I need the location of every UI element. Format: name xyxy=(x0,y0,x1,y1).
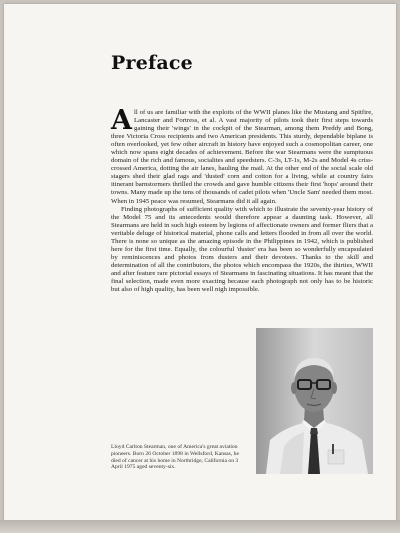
portrait-photo xyxy=(256,328,373,474)
paragraph-1 xyxy=(111,105,373,206)
drop-cap: A xyxy=(111,105,132,136)
page-edge-shadow xyxy=(0,520,400,533)
paragraph-2: Finding photographs of sufficient quality with which to illustrate the seventy-year history of the Model 75 and its antecedents would therefore appear a daunting task. However, all Stearmans are held in such high esteem by legions of affectionate owners and former fliers that a veritable deluge of historical material, phone calls and letters flooded in from all over the world. There is none so unique as the amazing episode in the Philippines in 1942, which is published here for the first time. Equally, the colourful 'duster' era has been so wonderfully encapsulated by reminiscences and photos from dusters and their devotees. Thanks to the skill and determination of all the contributors, the photos which encompass the 1920s, the thirties, WWII and after feature rare pictorial essays of Stearmans in fascinating situations. It has meant that the final selection, made even more exacting because each photograph not only has to be historic but also of high quality, has been well nigh impossible. xyxy=(111,205,373,294)
portrait-illustration xyxy=(256,328,373,474)
paragraph-1-text: ll of us are familiar with the exploits of the WWII planes like the Mustang and Spitfire, Lancaster and Fortress, et al. A vast majority of pilots took their first steps towards gaining their 'wings' in the cockpit of the Stearman, among them Preddy and Bong, three Victoria Cross recipients and two American presidents. This sturdy, dependable biplane is often overlooked, yet few other aircraft in history have enjoyed such a cosmopolitan career, one which now spans eight decades of achievement. Before the war Stearmans were the sumptuous domain of the rich and famous, socialites and speedsters. C-3s, LT-1s, M-2s and Model 4s criss-crossed America, dotting the air lanes, hauling the mail. At the other end of the social scale old stagers shed their glad rags and 'dusted' corn and cotton for a living, while at country fairs itinerant barnstormers thrilled the crowds and gave humble citizens their first 'hops' around their towns. Many made up the tens of thousands of cadet pilots when 'Uncle Sam' needed them most. When in 1945 peace was resumed, Stearmans did it all again. xyxy=(111,109,373,205)
preface-body xyxy=(111,105,373,294)
page-title: Preface xyxy=(111,52,193,74)
photo-caption: Lloyd Carlton Stearman, one of America's great aviation pioneers. Born 26 October 1898 in Wellsford, Kansas, he died of cancer at his home in Northridge, California on 3 April 1975 aged seventy-six. xyxy=(111,444,239,471)
